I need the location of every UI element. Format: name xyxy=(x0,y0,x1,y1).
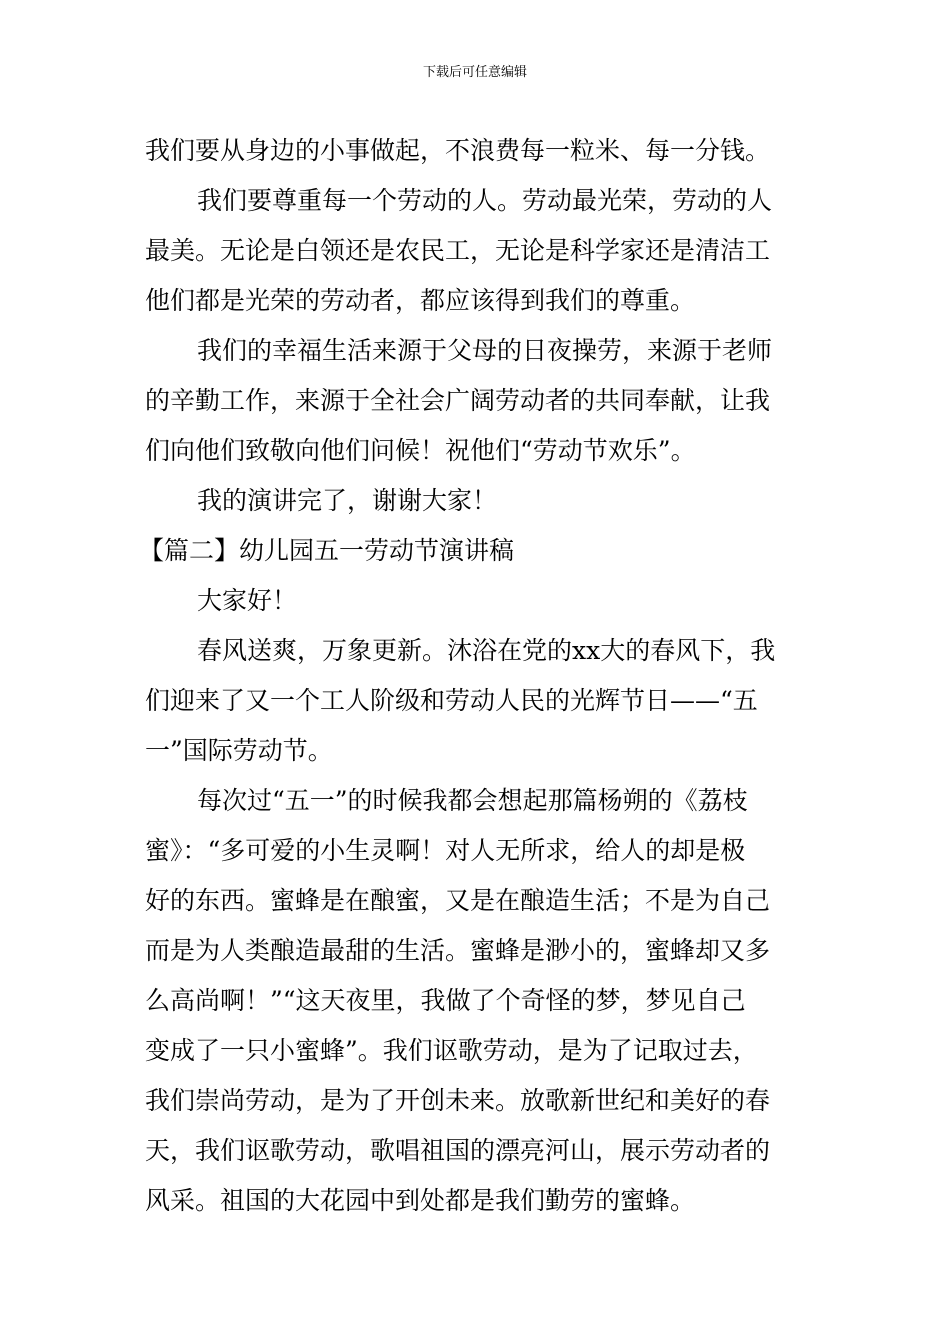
text-line: 的辛勤工作，来源于全社会广阔劳动者的共同奉献，让我 xyxy=(145,386,771,415)
text-line: 我们要尊重每一个劳动的人。劳动最光荣，劳动的人 xyxy=(197,186,773,215)
page-header: 下载后可任意编辑 xyxy=(422,65,527,80)
text-line: 最美。无论是白领还是农民工，无论是科学家还是清洁工 xyxy=(145,236,771,265)
text-line: 春风送爽，万象更新。沐浴在党的xx大的春风下，我 xyxy=(197,636,776,665)
text-line: 么高尚啊！”“这天夜里，我做了个奇怪的梦，梦见自己 xyxy=(145,986,746,1015)
text-line: 大家好！ xyxy=(197,586,298,615)
text-line: 每次过“五一”的时候我都会想起那篇杨朔的《荔枝 xyxy=(197,786,748,815)
text-line: 们向他们致敬向他们问候！祝他们“劳动节欢乐”。 xyxy=(145,436,696,465)
section-title: 【篇二】幼儿园五一劳动节演讲稿 xyxy=(139,536,515,565)
text-line: 我们要从身边的小事做起，不浪费每一粒米、每一分钱。 xyxy=(145,136,771,165)
text-line: 我的演讲完了，谢谢大家！ xyxy=(197,486,498,515)
document-body xyxy=(139,126,810,1226)
text-line: 们迎来了又一个工人阶级和劳动人民的光辉节日——“五 xyxy=(145,686,758,715)
text-line: 一”国际劳动节。 xyxy=(145,736,333,765)
text-line: 我们的幸福生活来源于父母的日夜操劳，来源于老师 xyxy=(197,336,773,365)
text-line: 我们崇尚劳动，是为了开创未来。放歌新世纪和美好的春 xyxy=(145,1086,771,1115)
text-line: 变成了一只小蜜蜂”。我们讴歌劳动，是为了记取过去， xyxy=(145,1036,758,1065)
text-line: 天，我们讴歌劳动，歌唱祖国的漂亮河山，展示劳动者的 xyxy=(145,1136,771,1165)
text-line: 好的东西。蜜蜂是在酿蜜，又是在酿造生活；不是为自己 xyxy=(145,886,771,915)
text-line: 蜜》：“多可爱的小生灵啊！对人无所求，给人的却是极 xyxy=(145,836,746,865)
text-line: 他们都是光荣的劳动者，都应该得到我们的尊重。 xyxy=(145,286,696,315)
text-line: 风采。祖国的大花园中到处都是我们勤劳的蜜蜂。 xyxy=(145,1186,696,1215)
text-line: 而是为人类酿造最甜的生活。蜜蜂是渺小的，蜜蜂却又多 xyxy=(145,936,771,965)
